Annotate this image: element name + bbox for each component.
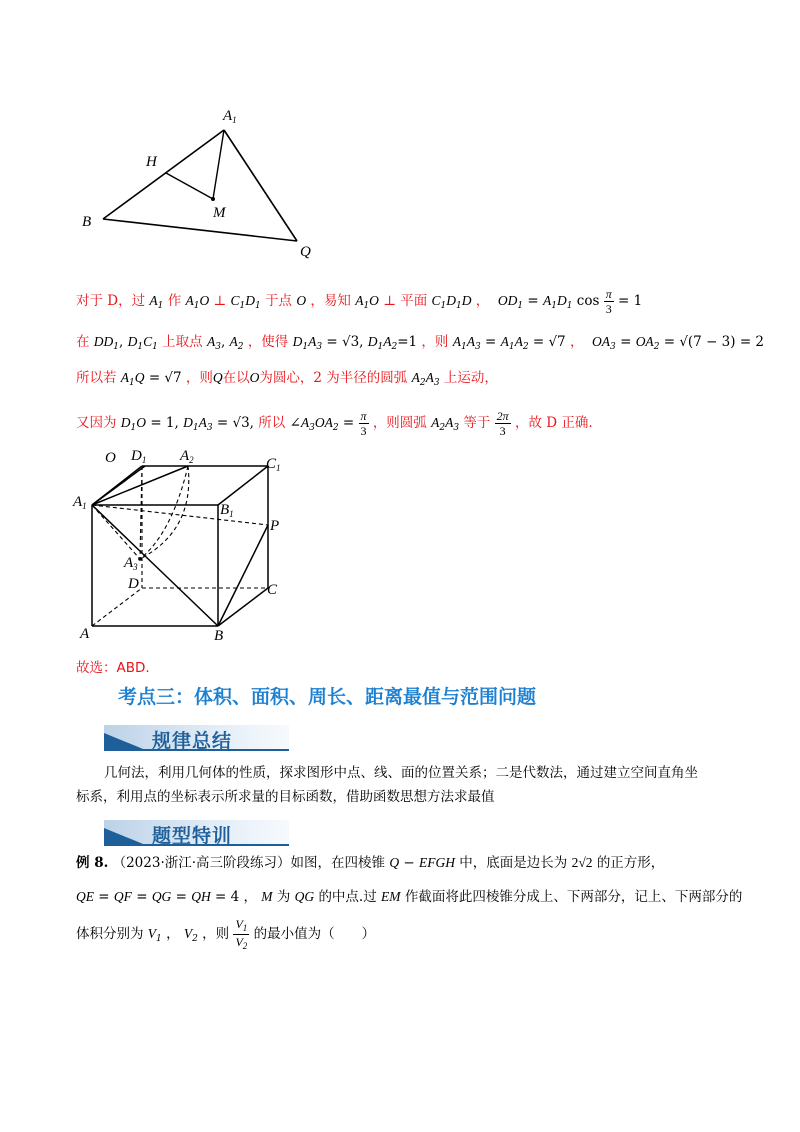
section-heading: 考点三：体积、面积、周长、距离最值与范围问题 bbox=[118, 686, 537, 708]
cube-label-a1: $A_1$ bbox=[73, 494, 87, 511]
line-a1-a3 bbox=[92, 505, 140, 559]
example-line-3: 体积分别为 $V_1$ ， $V_2$ ，则 $\frac{V_1}{V_2}$ 的最小值为（ ） bbox=[76, 917, 376, 951]
solution-line-1: 对于 D，过 $A_1$ 作 $A_1O$ ⊥ $C_1D_1$ 于点 O ，易知 $A_1O$ ⊥ 平面 $C_1D_1D$ ， $OD_1 = A_1D_1$ cos $\frac{\pi}{3}$ = 1 bbox=[76, 287, 643, 316]
solution-line-3: 所以若 $A_1Q = √7$ ，则Q在以O为圆心，2 为半径的圆弧 $A_2A_3$ 上运动， bbox=[76, 370, 498, 388]
edge-b1-c1 bbox=[218, 466, 268, 505]
label-a1: $A_1$ bbox=[223, 108, 237, 125]
edge-b-p bbox=[218, 525, 268, 626]
cube-label-a: A bbox=[80, 626, 90, 642]
line-a1-a2 bbox=[92, 466, 188, 505]
answer-text: 故选：ABD. bbox=[76, 660, 150, 676]
line-a1-p bbox=[92, 505, 268, 525]
line-a1-d1 bbox=[92, 466, 145, 505]
example-line-2: QE = QF = QG = QH = 4 ， M 为 QG 的中点.过 EM 作截面将此四棱锥分成上、下两部分，记上、下两部分的 bbox=[76, 889, 743, 905]
arc-a2-a3 bbox=[140, 466, 189, 559]
cube-label-c1: $C_1$ bbox=[266, 456, 281, 473]
label-b: B bbox=[82, 214, 92, 230]
edge-a1-b bbox=[92, 505, 218, 626]
cube-label-d: D bbox=[128, 576, 139, 592]
edge-a1-b bbox=[103, 130, 224, 219]
cube-label-d1: $D_1$ bbox=[131, 448, 147, 465]
label-h: H bbox=[146, 154, 157, 170]
solution-line-2: 在 $DD_1$, $D_1C_1$ 上取点 $A_3$, $A_2$ ，使得 $D_1A_3 = √3$, $D_1A_2=1$ ，则 $A_1A_3 = A_1A_2 = √7$ ， $OA_3 = OA_2 = √(7 - 3) = 2$ bbox=[76, 334, 765, 352]
summary-line-2: 标系，利用点的坐标表示所求量的目标函数，借助函数思想方法求最值 bbox=[76, 789, 495, 805]
label-m: M bbox=[213, 205, 226, 221]
example-source: （2023·浙江·高三阶段练习）如图，在四棱锥 bbox=[112, 855, 386, 871]
example-line-1: 例 8. （2023·浙江·高三阶段练习）如图，在四棱锥 Q − EFGH 中，底面是边长为 2√2 的正方形， bbox=[76, 855, 665, 871]
banner-summary: 规律总结 bbox=[104, 725, 289, 751]
edge-b-q bbox=[103, 219, 297, 241]
cube-label-b: B bbox=[214, 628, 224, 644]
cube-label-o: O bbox=[105, 450, 116, 466]
cube-figure bbox=[70, 445, 310, 645]
edge-a-d-hidden bbox=[92, 588, 142, 626]
label-q: Q bbox=[300, 244, 311, 260]
cube-label-a3: $A_3$ bbox=[124, 555, 138, 572]
segment-h-m bbox=[166, 173, 213, 199]
segment-a1-m bbox=[213, 130, 224, 199]
edge-a1-q bbox=[224, 130, 297, 241]
example-label: 例 8. bbox=[76, 855, 109, 871]
summary-line-1: 几何法，利用几何体的性质，探求图形中点、线、面的位置关系；二是代数法，通过建立空间直角坐 bbox=[104, 765, 698, 781]
point-a3 bbox=[138, 557, 142, 561]
arc-a2-a3-inner bbox=[140, 466, 188, 559]
cube-label-p: P bbox=[270, 518, 280, 534]
cube-label-a2: $A_2$ bbox=[180, 448, 194, 465]
point-m bbox=[211, 197, 215, 201]
solution-line-4: 又因为 $D_1O = 1$, $D_1A_3 = √3$, 所以 $\angle A_3OA_2$ = $\frac{\pi}{3}$ ，则圆弧 $A_2A_3$ 等于 $\frac{2\pi}{3}$ ，故 D 正确. bbox=[76, 409, 593, 438]
banner-practice: 题型特训 bbox=[104, 820, 289, 846]
edge-b-c bbox=[218, 588, 268, 626]
cube-label-b1: $B_1$ bbox=[220, 502, 234, 519]
cube-label-c: C bbox=[267, 582, 278, 598]
